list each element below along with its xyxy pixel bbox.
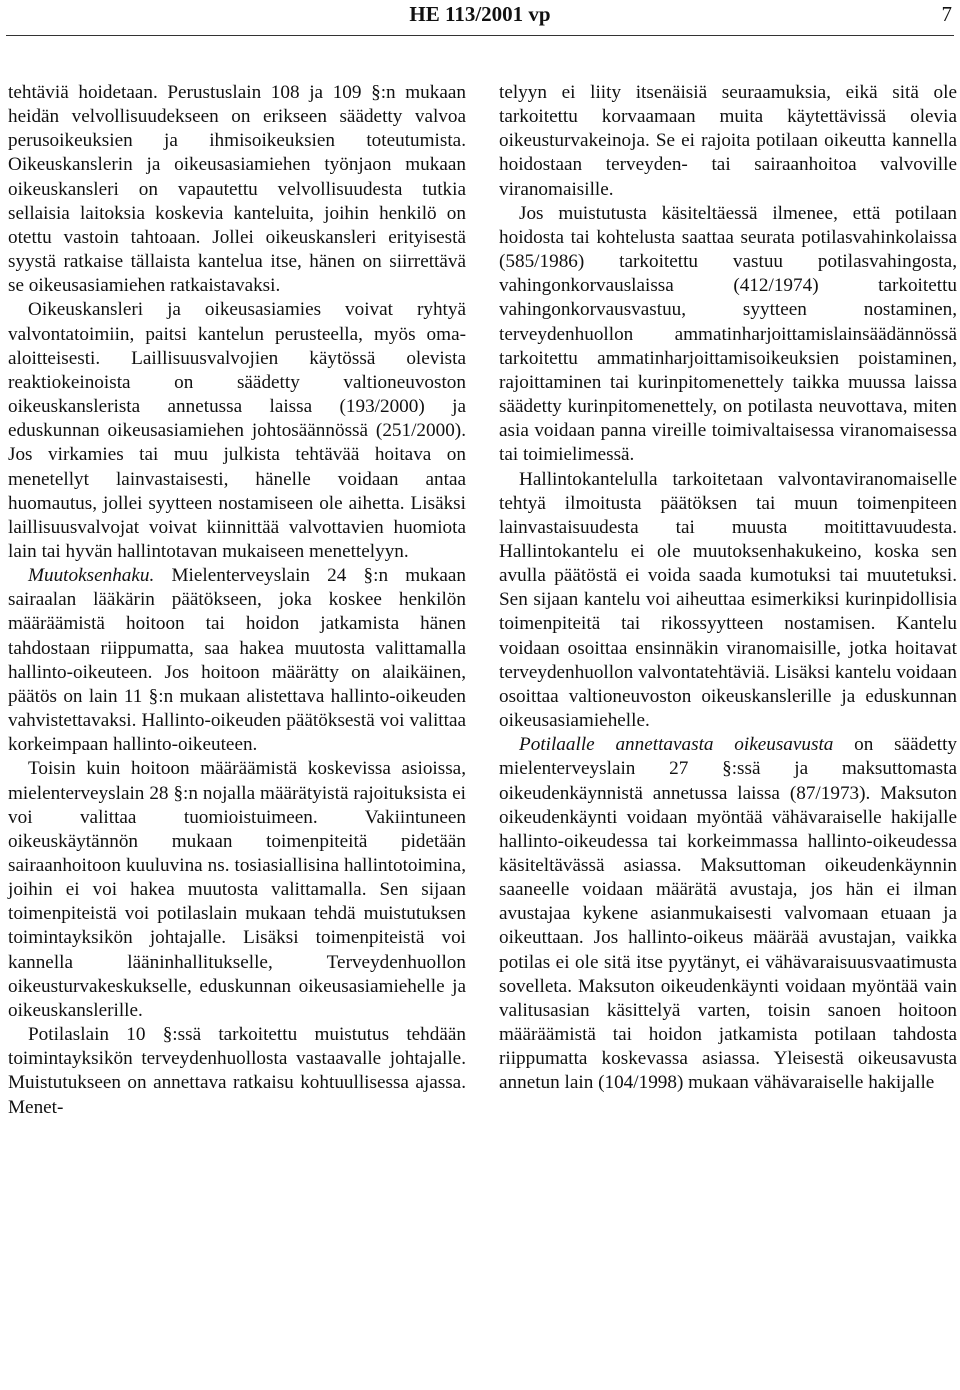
paragraph: telyyn ei liity itsenäisiä seuraamuksia, eikä sitä ole tarkoitettu korvaamaan muita käytettävissä olevia oikeusturvakeinoja. Se ei rajoita potilaan oikeutta kannella hoidostaan terveyden- tai sairaanhoitoa valvoville viranomaisille. bbox=[499, 82, 957, 200]
paragraph bbox=[499, 733, 957, 1095]
header-rule bbox=[6, 35, 954, 36]
section-heading: Muutoksenhaku. bbox=[28, 565, 155, 587]
paragraph: tehtäviä hoidetaan. Perustuslain 108 ja 109 §:n mukaan heidän velvollisuudekseen on erikseen säädetty valvoa perusoikeuksien ja ihmisoikeuksien toteutumista. Oikeuskanslerin ja oikeusasiamiehen työnjaon mukaan oikeuskansleri on vapautettu velvollisuudesta tutkia sellaisia laitoksia koskevia kanteluita, joihin henkilö on otettu vastoin tahtoaan. Jollei oikeuskansleri erityisestä syystä ratkaise tällaista kantelua itse, hänen on siirrettävä se oikeusasiamiehen ratkaistavaksi. bbox=[8, 82, 466, 297]
paragraph-text: on säädetty mielenterveyslain 27 §:ssä ja maksuttomasta oikeudenkäynnistä annetussa laissa (87/1973). Maksuton oikeudenkäynti voidaan myöntää vähävaraiselle hakijalle hallinto-oikeudessa tai korkeimmassa hallinto-oikeudessa käsiteltävässä asiassa. Maksuttoman oikeudenkäynnin saaneelle voidaan määrätä avustaja, jos hän ei ilman avustajaa kykene asianmukaisesti valvomaan etuaan ja oikeuttaan. Jos hallinto-oikeus määrää avustajan, vaikka potilas ei ole sitä itse pyytänyt, ei vähävaraisuusvaatimusta sovelleta. Maksuton oikeudenkäynti voidaan myöntää vain valitusasian käsittelyä varten, toisin sanoen hoitoon määräämistä tai hoidon jatkamista potilaan tahdosta riippumatta koskevassa asiassa. Yleisestä oikeusavusta annetun lain (104/1998) mukaan vähävaraiselle hakijalle bbox=[499, 734, 957, 1094]
paragraph bbox=[8, 564, 466, 757]
paragraph: Toisin kuin hoitoon määräämistä koskevissa asioissa, mielenterveyslain 28 §:n nojalla määrätyistä rajoituksista ei voi valittaa tuomioistuimeen. Vakiintuneen oikeuskäytännön mukaan toimenpiteitä pidetään sairaanhoitoon kuuluvina ns. tosiasiallisina hallintotoimina, joihin ei voi hakea muutosta valittamalla. Sen sijaan toimenpiteistä voi potilaslain mukaan tehdä muistutuksen toimintayksikön johtajalle. Lisäksi toimenpiteistä voi kannella lääninhallitukselle, Terveydenhuollon oikeusturvakeskukselle, eduskunnan oikeusasiamiehelle ja oikeuskanslerille. bbox=[8, 758, 466, 1021]
paragraph: Oikeuskansleri ja oikeusasiamies voivat ryhtyä valvontatoimiin, paitsi kantelun perusteella, myös oma-aloitteisesti. Laillisuusvalvojien käytössä olevista reaktiokeinoista on säädetty valtioneuvoston oikeuskanslerista annetussa laissa (193/2000) ja eduskunnan oikeusasiamiehen johtosäännössä (251/2000). Jos virkamies tai muu julkista tehtävää hoitava on menetellyt lainvastaisesti, hänelle voidaan antaa huomautus, jollei syytteen nostamiseen ole aihetta. Lisäksi laillisuusvalvojat voivat kiinnittää valvottavien huomiota lain tai hyvän hallintotavan mukaiseen menettelyyn. bbox=[8, 299, 466, 562]
document-id: HE 113/2001 vp bbox=[409, 2, 551, 26]
section-heading: Potilaalle annettavasta oikeusavusta bbox=[519, 734, 834, 756]
paragraph: Jos muistutusta käsiteltäessä ilmenee, että potilaan hoidosta tai kohtelusta saattaa seurata potilasvahinkolaissa (585/1986) tarkoitettu vastuu potilasvahingosta, vahingonkorvauslaissa (412/1974) tarkoitettu vahingonkorvausvastuu, syytteen nostaminen, terveydenhuollon ammatinharjoittamislainsäädännössä tarkoitettu ammatinharjoittamisoikeuksien poistaminen, rajoittaminen tai kurinpitomenettely taikka muussa laissa säädetty kurinpitomenettely, on potilasta neuvottava, miten asia voidaan panna vireille toimivaltaisessa viranomaisessa tai toimielimessä. bbox=[499, 202, 957, 466]
page-number: 7 bbox=[941, 2, 952, 26]
right-column bbox=[499, 81, 957, 1096]
paragraph: Potilaslain 10 §:ssä tarkoitettu muistutus tehdään toimintayksikön terveydenhuollosta vastaavalle johtajalle. Muistutukseen on annettava ratkaisu kohtuullisessa ajassa. Menet- bbox=[8, 1024, 466, 1118]
paragraph: Hallintokantelulla tarkoitetaan valvontaviranomaiselle tehtyä ilmoitusta päätöksen tai muun toimenpiteen lainvastaisuudesta tai muusta moitittavuudesta. Hallintokantelu ei ole muutoksenhakukeino, koska sen avulla päätöstä ei voida saada kumotuksi tai muutetuksi. Sen sijaan kantelu voi aiheuttaa esimerkiksi kurinpidollisia toimenpiteitä tai rikossyytteen nostamisen. Kantelu voidaan osoittaa ensinnäkin viranomaisille, jotka hoitavat terveydenhuollon valvontatehtäviä. Lisäksi kantelu voidaan osoittaa valtioneuvoston oikeuskanslerille ja eduskunnan oikeusasiamiehelle. bbox=[499, 468, 957, 732]
page-header bbox=[0, 0, 960, 40]
paragraph-text: Mielenterveyslain 24 §:n mukaan sairaalan lääkärin päätökseen, joka koskee henkilön määräämistä hoitoon tai hoidon jatkamista hänen tahdostaan riippumatta, saa hakea muutosta valittamalla hallinto-oikeuteen. Jos hoitoon määrätty on alaikäinen, päätös on lain 11 §:n mukaan alistettava hallinto-oikeuden vahvistettavaksi. Hallinto-oikeuden päätöksestä voi valittaa korkeimpaan hallinto-oikeuteen. bbox=[8, 565, 466, 756]
left-column bbox=[8, 81, 466, 1120]
